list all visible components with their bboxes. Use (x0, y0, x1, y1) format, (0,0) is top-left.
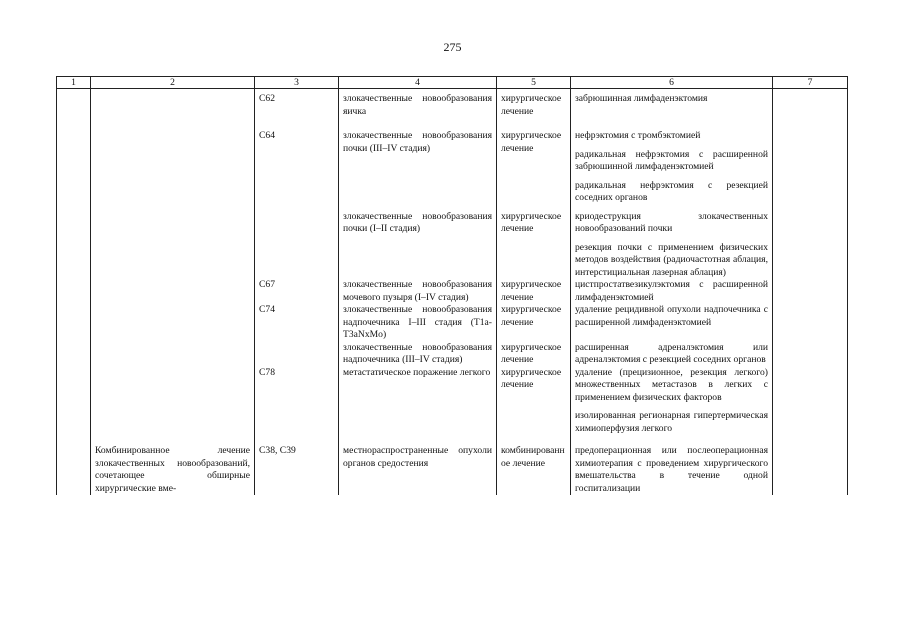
icd-code-cell (255, 342, 339, 367)
treatment-method-item: криодеструкция злокачественных новообразований почки (575, 210, 768, 234)
column-number: 2 (91, 77, 255, 89)
table-row (57, 279, 848, 304)
table-header (57, 77, 848, 89)
row-number-cell (57, 435, 91, 495)
treatment-method-cell (571, 435, 773, 495)
icd-code-cell: C78 (255, 367, 339, 436)
care-profile-cell (91, 367, 255, 436)
treatment-method-item: удаление (прецизионное, резекция легкого) множественных метастазов в легких с применением физических факторов (575, 366, 768, 403)
treatment-method-item: расширенная адреналэктомия или адреналэктомия с резекцией соседних органов (575, 341, 768, 365)
treatment-method-item: цистпростатвезикулэктомия с расширенной лимфаденэктомией (575, 279, 768, 303)
column-number: 1 (57, 77, 91, 89)
row-number-cell (57, 304, 91, 342)
page-number: 275 (443, 40, 462, 54)
patient-model-cell: метастатическое поражение легкого (339, 367, 497, 436)
table-row (57, 304, 848, 342)
table-row (57, 435, 848, 495)
treatment-method-cell (571, 118, 773, 205)
care-profile-cell (91, 279, 255, 304)
patient-model-cell: злокачественные новообразования мочевого пузыря (I–IV стадия) (339, 279, 497, 304)
treatment-method-item: удаление рецидивной опухоли надпочечника с расширенной лимфаденэктомией (575, 304, 768, 328)
treatment-method-item: резекция почки с применением физических методов воздействия (радиочастотная аблация, интерстициальная лазерная аблация) (575, 241, 768, 278)
treatment-method-cell (571, 342, 773, 367)
treatment-type-cell: хирургическое лечение (497, 89, 571, 119)
table-row (57, 342, 848, 367)
treatment-type-cell: хирургическое лечение (497, 304, 571, 342)
norm-cell (773, 118, 848, 205)
norm-cell (773, 279, 848, 304)
icd-code-cell: C74 (255, 304, 339, 342)
norm-cell (773, 367, 848, 436)
column-number: 5 (497, 77, 571, 89)
norm-cell (773, 435, 848, 495)
care-profile-cell: Комбинированное лечение злокачественных новообразований, сочетающее обширные хирургические вме- (91, 435, 255, 495)
row-number-cell (57, 118, 91, 205)
table-row (57, 118, 848, 205)
medical-care-table (56, 76, 848, 495)
care-profile-cell (91, 304, 255, 342)
care-profile-cell (91, 89, 255, 119)
patient-model-cell: местнораспространенные опухоли органов средостения (339, 435, 497, 495)
table-body (57, 89, 848, 496)
treatment-method-item: изолированная регионарная гипертермическая химиоперфузия легкого (575, 410, 768, 434)
treatment-type-cell: комбинированное лечение (497, 435, 571, 495)
icd-code-cell: C64 (255, 118, 339, 205)
row-number-cell (57, 279, 91, 304)
icd-code-cell: C38, C39 (255, 435, 339, 495)
norm-cell (773, 342, 848, 367)
treatment-type-cell: хирургическое лечение (497, 118, 571, 205)
table-row (57, 367, 848, 436)
treatment-method-item: забрюшинная лимфаденэктомия (575, 93, 708, 104)
row-number-cell (57, 89, 91, 119)
row-number-cell (57, 367, 91, 436)
treatment-type-cell: хирургическое лечение (497, 205, 571, 280)
norm-cell (773, 205, 848, 280)
treatment-type-cell: хирургическое лечение (497, 342, 571, 367)
treatment-type-cell: хирургическое лечение (497, 367, 571, 436)
treatment-method-cell (571, 89, 773, 119)
icd-code-cell (255, 205, 339, 280)
norm-cell (773, 89, 848, 119)
row-number-cell (57, 205, 91, 280)
icd-code-cell: C62 (255, 89, 339, 119)
treatment-method-item: нефрэктомия с тромбэктомией (575, 130, 701, 141)
patient-model-cell: злокачественные новообразования яичка (339, 89, 497, 119)
treatment-method-item: радикальная нефрэктомия с резекцией соседних органов (575, 179, 768, 203)
treatment-type-cell: хирургическое лечение (497, 279, 571, 304)
column-number-row (57, 77, 848, 89)
care-profile-cell (91, 205, 255, 280)
treatment-method-item: радикальная нефрэктомия с расширенной забрюшинной лимфаденэктомией (575, 148, 768, 172)
norm-cell (773, 304, 848, 342)
row-number-cell (57, 342, 91, 367)
column-number: 3 (255, 77, 339, 89)
care-profile-cell (91, 118, 255, 205)
treatment-method-cell (571, 205, 773, 280)
patient-model-cell: злокачественные новообразования надпочечника (III–IV стадия) (339, 342, 497, 367)
column-number: 4 (339, 77, 497, 89)
treatment-method-cell (571, 279, 773, 304)
treatment-method-cell (571, 304, 773, 342)
table-row (57, 205, 848, 280)
table-row (57, 89, 848, 119)
column-number: 7 (773, 77, 848, 89)
patient-model-cell: злокачественные новообразования почки (I–II стадия) (339, 205, 497, 280)
treatment-method-cell (571, 367, 773, 436)
care-profile-cell (91, 342, 255, 367)
patient-model-cell: злокачественные новообразования надпочечника I–III стадия (T1a-T3aNxMo) (339, 304, 497, 342)
patient-model-cell: злокачественные новообразования почки (III–IV стадия) (339, 118, 497, 205)
treatment-method-item: предоперационная или послеоперационная химиотерапия с проведением хирургического вмешательства в течение одной госпитализации (575, 445, 768, 494)
icd-code-cell: C67 (255, 279, 339, 304)
column-number: 6 (571, 77, 773, 89)
